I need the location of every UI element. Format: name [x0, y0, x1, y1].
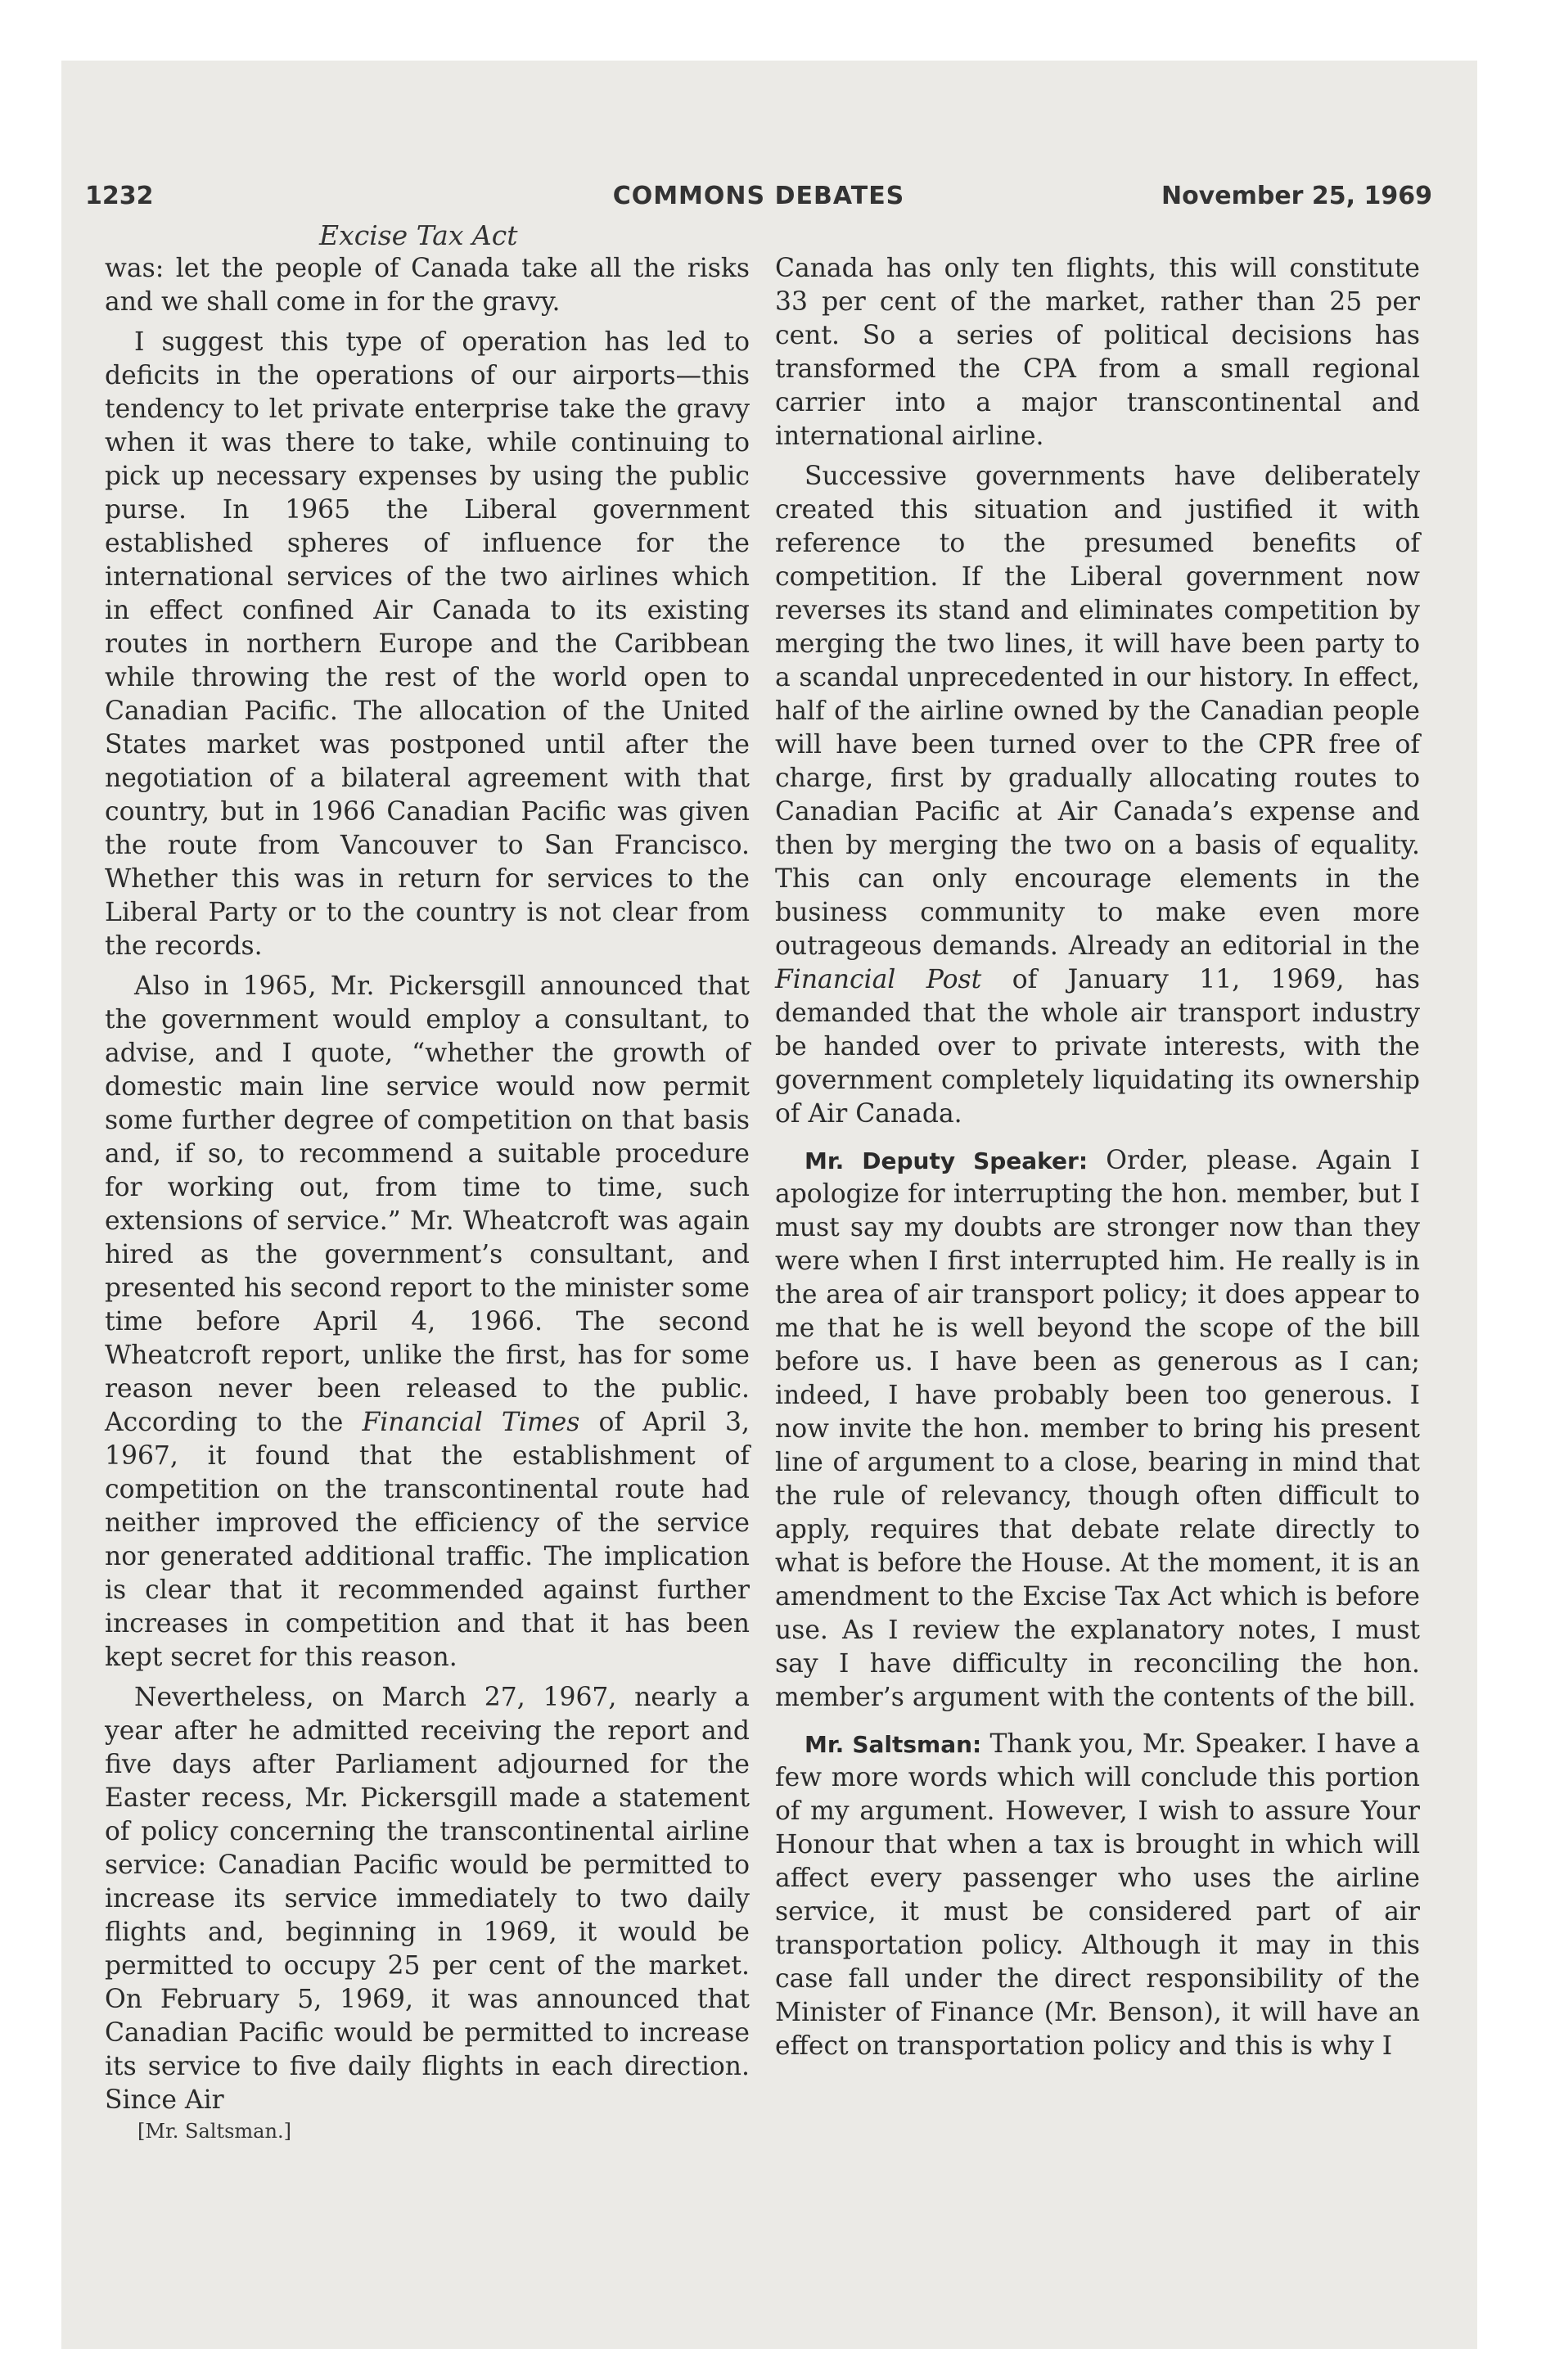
paragraph: Also in 1965, Mr. Pickersgill announced that the government would employ a consultant, to advise, and I quote, “whether the growth of domestic main line service would now permit some further degree of competition on that basis and, if so, to recommend a suitable procedure for working out, from time to time, such extensions of service.” Mr. Wheatcroft was again hired as the government’s consultant, and presented his second report to the minister some time before April 4, 1966. The second Wheatcroft report, unlike the first, has for some reason never been released to the public. According to the Financial Times of April 3, 1967, it found that the establishment of competition on the transcontinental route had neither improved the efficiency of the service nor generated additional traffic. The implication is clear that it recommended against further increases in competition and that it has been kept secret for this reason.	[105, 971, 750, 1672]
left-column	[105, 252, 750, 2124]
paragraph: was: let the people of Canada take all the risks and we shall come in for the gravy.	[105, 254, 750, 317]
page-header	[85, 182, 1432, 214]
running-subtitle: Excise Tax Act	[319, 219, 518, 251]
speech-paragraph: Mr. Saltsman: Thank you, Mr. Speaker. I have a few more words which will conclude this portion of my argument. However, I wish to assure Your Honour that when a tax is brought in which will affect every passenger who uses the airline service, it must be considered part of air transportation policy. Although it may in this case fall under the direct responsibility of the Minister of Finance (Mr. Benson), it will have an effect on transportation policy and this is why I	[775, 1729, 1420, 2061]
speaker-name: Mr. Deputy Speaker:	[805, 1147, 1089, 1174]
publication-name: Financial Times	[362, 1408, 580, 1437]
paragraph: Successive governments have deliberately created this situation and justified it with reference to the presumed benefits of competition. If the Liberal government now reverses its stand and eliminates competition by merging the two lines, it will have been party to a scandal unprecedented in our history. In effect, half of the airline owned by the Canadian people will have been turned over to the CPR free of charge, first by gradually allocating routes to Canadian Pacific at Air Canada’s expense and then by merging the two on a basis of equality. This can only encourage elements in the business community to make even more outrageous demands. Already an editorial in the Financial Post of January 11, 1969, has demanded that the whole air transport industry be handed over to private interests, with the government completely liquidating its ownership of Air Canada.	[775, 462, 1421, 1129]
speech-paragraph: Mr. Deputy Speaker: Order, please. Again I apologize for interrupting the hon. member, but I must say my doubts are stronger now than they were when I first interrupted him. He really is in the area of air transport policy; it does appear to me that he is well beyond the scope of the bill before us. I have been as generous as I can; indeed, I have probably been too generous. I now invite the hon. member to bring his present line of argument to a close, bearing in mind that the rule of relevancy, though often difficult to apply, requires that debate relate directly to what is before the House. At the moment, it is an amendment to the Excise Tax Act which is before use. As I review the explanatory notes, I must say I have difficulty in reconciling the hon. member’s argument with the contents of the bill.	[775, 1146, 1420, 1712]
paragraph: Canada has only ten flights, this will constitute 33 per cent of the market, rather than 25 per cent. So a series of political decisions has transformed the CPA from a small regional carrier into a major transcontinental and international airline.	[775, 254, 1420, 451]
paragraph: I suggest this type of operation has led to deficits in the operations of our airports—this tendency to let private enterprise take the gravy when it was there to take, while continuing to pick up necessary expenses by using the public purse. In 1965 the Liberal government established spheres of influence for the international services of the two airlines which in effect confined Air Canada to its existing routes in northern Europe and the Caribbean while throwing the rest of the world open to Canadian Pacific. The allocation of the United States market was postponed until after the negotiation of a bilateral agreement with that country, but in 1966 Canadian Pacific was given the route from Vancouver to San Francisco. Whether this was in return for services to the Liberal Party or to the country is not clear from the records.	[105, 327, 750, 961]
publication-title: COMMONS DEBATES	[612, 182, 905, 210]
page-date: November 25, 1969	[1161, 182, 1432, 210]
publication-name: Financial Post	[775, 965, 982, 994]
speaker-attribution: [Mr. Saltsman.]	[137, 2120, 291, 2143]
paragraph: Nevertheless, on March 27, 1967, nearly a year after he admitted receiving the report and five days after Parliament adjourned for the Easter recess, Mr. Pickersgill made a statement of policy concerning the transcontinental airline service: Canadian Pacific would be permitted to increase its service immediately to two daily flights and, beginning in 1969, it would be permitted to occupy 25 per cent of the market. On February 5, 1969, it was announced that Canadian Pacific would be permitted to increase its service to five daily flights in each direction. Since Air	[105, 1683, 750, 2115]
right-column	[775, 252, 1420, 2070]
speaker-name: Mr. Saltsman:	[805, 1731, 982, 1758]
page-number: 1232	[85, 182, 154, 210]
